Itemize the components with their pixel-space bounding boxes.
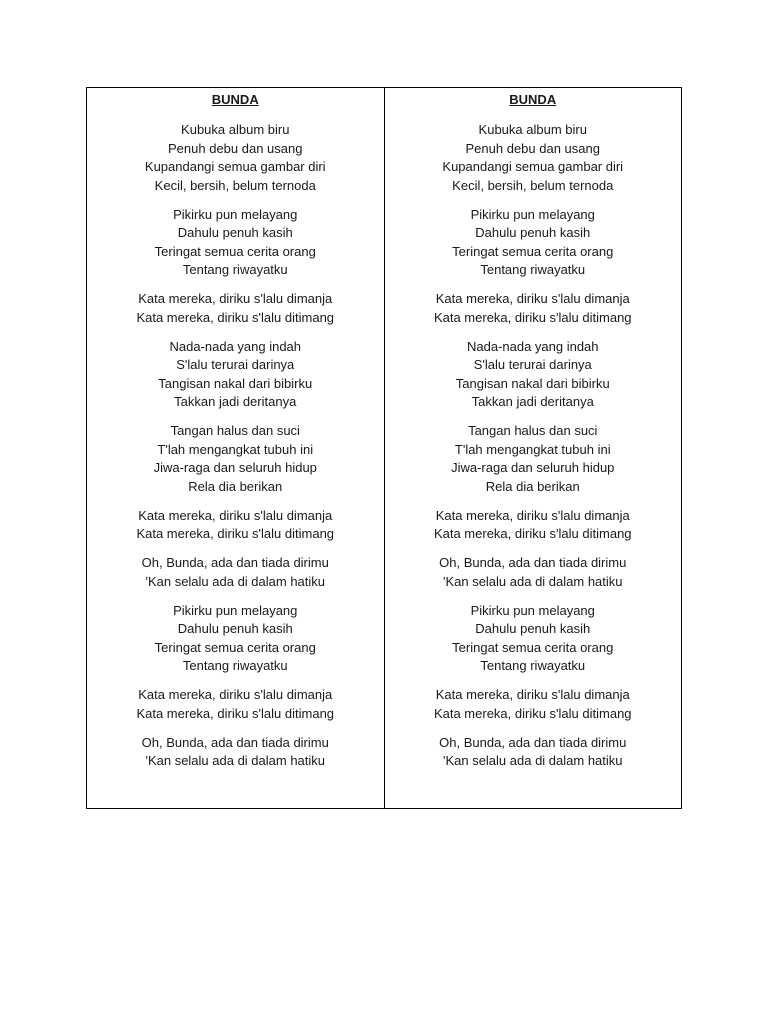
stanza bbox=[87, 602, 384, 676]
song-title: BUNDA bbox=[211, 92, 259, 107]
lyrics-column-left bbox=[87, 88, 384, 808]
lyric-line: Kata mereka, diriku s'lalu dimanja bbox=[138, 507, 333, 523]
lyric-line: Rela dia berikan bbox=[188, 478, 283, 494]
stanza bbox=[87, 206, 384, 280]
lyric-line: Teringat semua cerita orang bbox=[154, 243, 316, 259]
lyric-line: Jiwa-raga dan seluruh hidup bbox=[451, 460, 615, 475]
lyric-line: Dahulu penuh kasih bbox=[177, 621, 293, 636]
lyric-line: S'lalu terurai darinya bbox=[176, 357, 295, 372]
lyric-line: Tentang riwayatku bbox=[182, 262, 288, 277]
stanza bbox=[385, 422, 682, 496]
stanza bbox=[87, 554, 384, 591]
stanza bbox=[87, 290, 384, 327]
lyric-line: Jiwa-raga dan seluruh hidup bbox=[153, 460, 317, 475]
lyric-line: Kata mereka, diriku s'lalu ditimang bbox=[433, 705, 632, 721]
lyric-line: Dahulu penuh kasih bbox=[177, 225, 293, 240]
stanza-list bbox=[87, 121, 384, 771]
lyric-line: Kecil, bersih, belum ternoda bbox=[154, 177, 316, 193]
lyric-line: Pikirku pun melayang bbox=[470, 602, 595, 618]
lyric-line: Pikirku pun melayang bbox=[470, 206, 595, 222]
stanza bbox=[385, 686, 682, 723]
stanza bbox=[87, 121, 384, 195]
lyric-line: Rela dia berikan bbox=[485, 478, 580, 494]
lyric-line: Kata mereka, diriku s'lalu ditimang bbox=[136, 309, 335, 325]
stanza bbox=[87, 507, 384, 544]
lyric-line: Takkan jadi deritanya bbox=[174, 394, 297, 409]
stanza bbox=[385, 206, 682, 280]
lyric-line: Tentang riwayatku bbox=[480, 262, 586, 277]
lyric-line: Kubuka album biru bbox=[181, 122, 290, 137]
lyric-line: Kata mereka, diriku s'lalu dimanja bbox=[435, 291, 630, 306]
lyric-line: T'lah mengangkat tubuh ini bbox=[454, 441, 611, 457]
stanza bbox=[87, 422, 384, 496]
lyric-line: Kupandangi semua gambar diri bbox=[144, 159, 326, 174]
stanza bbox=[385, 121, 682, 195]
stanza-list bbox=[385, 121, 682, 771]
lyric-line: Pikirku pun melayang bbox=[173, 602, 298, 618]
lyric-line: Nada-nada yang indah bbox=[466, 338, 599, 354]
lyric-line: Tangisan nakal dari bibirku bbox=[158, 375, 313, 391]
lyric-line: Oh, Bunda, ada dan tiada dirimu bbox=[141, 555, 329, 570]
stanza bbox=[87, 686, 384, 723]
lyric-line: Tangan halus dan suci bbox=[170, 423, 300, 438]
lyric-line: Dahulu penuh kasih bbox=[475, 225, 591, 240]
lyrics-table bbox=[86, 87, 682, 809]
stanza bbox=[385, 602, 682, 676]
lyric-line: Pikirku pun melayang bbox=[173, 206, 298, 222]
lyric-line: Kecil, bersih, belum ternoda bbox=[452, 177, 614, 193]
stanza bbox=[385, 734, 682, 771]
lyric-line: 'Kan selalu ada di dalam hatiku bbox=[442, 753, 623, 768]
stanza bbox=[385, 507, 682, 544]
lyric-line: Oh, Bunda, ada dan tiada dirimu bbox=[439, 555, 627, 570]
lyric-line: Kata mereka, diriku s'lalu ditimang bbox=[136, 526, 335, 541]
lyric-line: Kata mereka, diriku s'lalu dimanja bbox=[138, 687, 333, 702]
song-title: BUNDA bbox=[509, 92, 557, 107]
stanza bbox=[385, 554, 682, 591]
stanza bbox=[385, 338, 682, 412]
lyric-line: Penuh debu dan usang bbox=[168, 140, 303, 156]
lyric-line: Kata mereka, diriku s'lalu ditimang bbox=[136, 705, 335, 721]
lyric-line: Oh, Bunda, ada dan tiada dirimu bbox=[141, 734, 329, 750]
lyric-line: Nada-nada yang indah bbox=[169, 338, 302, 354]
lyric-line: Tentang riwayatku bbox=[480, 658, 586, 673]
lyric-line: Oh, Bunda, ada dan tiada dirimu bbox=[439, 734, 627, 750]
lyric-line: Teringat semua cerita orang bbox=[154, 639, 316, 655]
lyric-line: Teringat semua cerita orang bbox=[452, 243, 614, 259]
lyric-line: Kata mereka, diriku s'lalu dimanja bbox=[435, 687, 630, 702]
lyric-line: Takkan jadi deritanya bbox=[471, 394, 594, 409]
lyric-line: Penuh debu dan usang bbox=[465, 140, 600, 156]
stanza bbox=[87, 734, 384, 771]
lyric-line: Kata mereka, diriku s'lalu ditimang bbox=[433, 309, 632, 325]
lyric-line: Tangan halus dan suci bbox=[468, 423, 598, 438]
lyric-line: Kupandangi semua gambar diri bbox=[442, 159, 624, 174]
lyric-line: Kata mereka, diriku s'lalu dimanja bbox=[435, 507, 630, 523]
lyric-line: 'Kan selalu ada di dalam hatiku bbox=[145, 573, 326, 589]
lyric-line: Kata mereka, diriku s'lalu dimanja bbox=[138, 291, 333, 306]
lyrics-column-right bbox=[384, 88, 682, 808]
lyric-line: T'lah mengangkat tubuh ini bbox=[157, 441, 314, 457]
lyric-line: Kata mereka, diriku s'lalu ditimang bbox=[433, 526, 632, 541]
stanza bbox=[87, 338, 384, 412]
lyric-line: Dahulu penuh kasih bbox=[475, 621, 591, 636]
stanza bbox=[385, 290, 682, 327]
lyric-line: S'lalu terurai darinya bbox=[473, 357, 592, 372]
lyric-line: 'Kan selalu ada di dalam hatiku bbox=[442, 573, 623, 589]
lyric-line: Tangisan nakal dari bibirku bbox=[455, 375, 610, 391]
lyric-line: 'Kan selalu ada di dalam hatiku bbox=[145, 753, 326, 768]
lyric-line: Kubuka album biru bbox=[478, 122, 587, 137]
lyric-line: Teringat semua cerita orang bbox=[452, 639, 614, 655]
lyric-line: Tentang riwayatku bbox=[182, 658, 288, 673]
